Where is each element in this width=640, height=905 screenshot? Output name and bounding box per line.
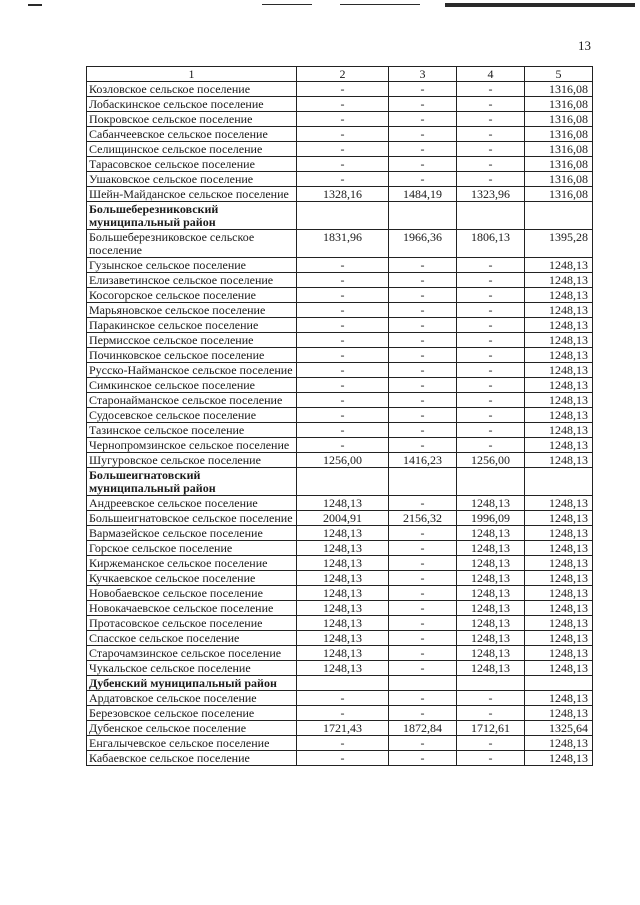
value-cell: 1248,13 bbox=[525, 393, 593, 408]
value-cell: 1256,00 bbox=[457, 453, 525, 468]
value-cell: - bbox=[297, 378, 389, 393]
value-cell: 1721,43 bbox=[297, 721, 389, 736]
value-cell: - bbox=[297, 157, 389, 172]
settlement-name-cell: Енгалычевское сельское поселение bbox=[87, 736, 297, 751]
value-cell: - bbox=[389, 706, 457, 721]
value-cell: - bbox=[297, 112, 389, 127]
value-cell: - bbox=[389, 616, 457, 631]
value-cell bbox=[389, 676, 457, 691]
settlement-name-cell: Сабанчеевское сельское поселение bbox=[87, 127, 297, 142]
table-row bbox=[87, 511, 593, 526]
settlement-name-cell: Елизаветинское сельское поселение bbox=[87, 273, 297, 288]
value-cell: 1256,00 bbox=[297, 453, 389, 468]
value-cell: - bbox=[297, 318, 389, 333]
value-cell: 1248,13 bbox=[457, 646, 525, 661]
value-cell: 1872,84 bbox=[389, 721, 457, 736]
value-cell: - bbox=[389, 157, 457, 172]
value-cell: 1248,13 bbox=[525, 333, 593, 348]
value-cell: - bbox=[389, 661, 457, 676]
value-cell: - bbox=[389, 526, 457, 541]
value-cell: 1316,08 bbox=[525, 112, 593, 127]
value-cell bbox=[525, 468, 593, 496]
settlement-name-cell: Починковское сельское поселение bbox=[87, 348, 297, 363]
settlement-name-cell: Березовское сельское поселение bbox=[87, 706, 297, 721]
settlement-name-cell: Марьяновское сельское поселение bbox=[87, 303, 297, 318]
settlement-name-cell: Дубенское сельское поселение bbox=[87, 721, 297, 736]
value-cell: - bbox=[297, 82, 389, 97]
value-cell: 1248,13 bbox=[525, 706, 593, 721]
table-row bbox=[87, 751, 593, 766]
value-cell bbox=[389, 202, 457, 230]
value-cell: - bbox=[297, 288, 389, 303]
value-cell: 1248,13 bbox=[525, 526, 593, 541]
value-cell: - bbox=[457, 157, 525, 172]
settlement-name-cell: Андреевское сельское поселение bbox=[87, 496, 297, 511]
settlement-name-cell: Чукальское сельское поселение bbox=[87, 661, 297, 676]
settlement-name-cell: Тазинское сельское поселение bbox=[87, 423, 297, 438]
table-row bbox=[87, 408, 593, 423]
value-cell: 1484,19 bbox=[389, 187, 457, 202]
value-cell: - bbox=[389, 736, 457, 751]
table-row bbox=[87, 112, 593, 127]
value-cell: - bbox=[389, 393, 457, 408]
value-cell: - bbox=[297, 736, 389, 751]
table-body bbox=[87, 67, 593, 766]
value-cell: - bbox=[389, 303, 457, 318]
value-cell bbox=[457, 468, 525, 496]
column-header: 5 bbox=[525, 67, 593, 82]
value-cell: - bbox=[457, 363, 525, 378]
district-row bbox=[87, 468, 593, 496]
value-cell: - bbox=[389, 288, 457, 303]
value-cell: - bbox=[457, 438, 525, 453]
value-cell: 1248,13 bbox=[297, 661, 389, 676]
value-cell: - bbox=[457, 318, 525, 333]
settlement-name-cell: Паракинское сельское поселение bbox=[87, 318, 297, 333]
value-cell: 1248,13 bbox=[457, 526, 525, 541]
settlement-name-cell: Дубенский муниципальный район bbox=[87, 676, 297, 691]
value-cell: - bbox=[457, 258, 525, 273]
table-row bbox=[87, 288, 593, 303]
value-cell: - bbox=[297, 706, 389, 721]
value-cell: 1316,08 bbox=[525, 127, 593, 142]
value-cell: - bbox=[457, 333, 525, 348]
value-cell: - bbox=[389, 556, 457, 571]
table-row bbox=[87, 526, 593, 541]
settlement-name-cell: Старочамзинское сельское поселение bbox=[87, 646, 297, 661]
value-cell: 1248,13 bbox=[297, 601, 389, 616]
value-cell bbox=[525, 676, 593, 691]
value-cell: 1248,13 bbox=[525, 601, 593, 616]
settlement-name-cell: Косогорское сельское поселение bbox=[87, 288, 297, 303]
settlement-name-cell: Пермисское сельское поселение bbox=[87, 333, 297, 348]
value-cell: - bbox=[297, 273, 389, 288]
value-cell: - bbox=[457, 303, 525, 318]
value-cell: - bbox=[389, 273, 457, 288]
settlement-name-cell: Старонайманское сельское поселение bbox=[87, 393, 297, 408]
value-cell: 1248,13 bbox=[525, 571, 593, 586]
settlement-name-cell: Симкинское сельское поселение bbox=[87, 378, 297, 393]
settlement-name-cell: Кабаевское сельское поселение bbox=[87, 751, 297, 766]
settlement-name-cell: Большеберезниковское сельское поселение bbox=[87, 230, 297, 258]
value-cell: - bbox=[297, 348, 389, 363]
value-cell: - bbox=[389, 751, 457, 766]
settlement-name-cell: Судосевское сельское поселение bbox=[87, 408, 297, 423]
table-row bbox=[87, 318, 593, 333]
value-cell: 1248,13 bbox=[297, 586, 389, 601]
settlement-name-cell: Вармазейское сельское поселение bbox=[87, 526, 297, 541]
value-cell: 1248,13 bbox=[525, 646, 593, 661]
table-row bbox=[87, 127, 593, 142]
value-cell: 1248,13 bbox=[525, 423, 593, 438]
value-cell: - bbox=[297, 691, 389, 706]
table-row bbox=[87, 496, 593, 511]
table-row bbox=[87, 363, 593, 378]
value-cell: 1248,13 bbox=[457, 586, 525, 601]
settlement-name-cell: Козловское сельское поселение bbox=[87, 82, 297, 97]
value-cell: 1248,13 bbox=[525, 751, 593, 766]
value-cell: 1248,13 bbox=[525, 363, 593, 378]
value-cell: - bbox=[457, 273, 525, 288]
table-row bbox=[87, 706, 593, 721]
value-cell: - bbox=[457, 393, 525, 408]
table-row bbox=[87, 661, 593, 676]
value-cell: 1248,13 bbox=[525, 438, 593, 453]
value-cell: - bbox=[389, 363, 457, 378]
table-row bbox=[87, 646, 593, 661]
district-row bbox=[87, 676, 593, 691]
value-cell: 1316,08 bbox=[525, 97, 593, 112]
scan-artifact bbox=[28, 4, 42, 6]
settlement-name-cell: Большеигнатовское сельское поселение bbox=[87, 511, 297, 526]
value-cell: - bbox=[389, 82, 457, 97]
settlement-name-cell: Протасовское сельское поселение bbox=[87, 616, 297, 631]
settlement-name-cell: Селищинское сельское поселение bbox=[87, 142, 297, 157]
value-cell: 2004,91 bbox=[297, 511, 389, 526]
value-cell: - bbox=[297, 303, 389, 318]
value-cell: 1248,13 bbox=[525, 736, 593, 751]
value-cell: 1248,13 bbox=[525, 661, 593, 676]
table-row bbox=[87, 601, 593, 616]
value-cell: 1248,13 bbox=[297, 526, 389, 541]
value-cell: - bbox=[389, 378, 457, 393]
settlement-name-cell: Новобаевское сельское поселение bbox=[87, 586, 297, 601]
value-cell: - bbox=[457, 127, 525, 142]
table-row bbox=[87, 721, 593, 736]
value-cell: 1248,13 bbox=[525, 348, 593, 363]
settlement-name-cell: Спасское сельское поселение bbox=[87, 631, 297, 646]
value-cell: - bbox=[457, 378, 525, 393]
settlement-name-cell: Ардатовское сельское поселение bbox=[87, 691, 297, 706]
value-cell: - bbox=[389, 541, 457, 556]
table-row bbox=[87, 541, 593, 556]
value-cell: 1248,13 bbox=[457, 616, 525, 631]
value-cell: - bbox=[457, 172, 525, 187]
value-cell: 1248,13 bbox=[525, 496, 593, 511]
settlement-name-cell: Русско-Найманское сельское поселение bbox=[87, 363, 297, 378]
value-cell bbox=[389, 468, 457, 496]
settlement-name-cell: Шейн-Майданское сельское поселение bbox=[87, 187, 297, 202]
value-cell: - bbox=[297, 438, 389, 453]
value-cell: 1248,13 bbox=[457, 556, 525, 571]
value-cell: - bbox=[389, 601, 457, 616]
value-cell bbox=[297, 468, 389, 496]
value-cell: - bbox=[389, 172, 457, 187]
value-cell: - bbox=[457, 736, 525, 751]
table-row bbox=[87, 438, 593, 453]
table-row bbox=[87, 157, 593, 172]
table-row bbox=[87, 348, 593, 363]
value-cell: - bbox=[389, 112, 457, 127]
column-header: 3 bbox=[389, 67, 457, 82]
value-cell: - bbox=[389, 333, 457, 348]
value-cell: - bbox=[389, 127, 457, 142]
table-row bbox=[87, 172, 593, 187]
value-cell: - bbox=[389, 258, 457, 273]
value-cell: - bbox=[457, 142, 525, 157]
value-cell: - bbox=[389, 318, 457, 333]
table-header-row bbox=[87, 67, 593, 82]
value-cell: 1248,13 bbox=[297, 541, 389, 556]
value-cell: - bbox=[457, 706, 525, 721]
settlement-name-cell: Чернопромзинское сельское поселение bbox=[87, 438, 297, 453]
value-cell: - bbox=[457, 348, 525, 363]
value-cell: 1248,13 bbox=[525, 453, 593, 468]
table-row bbox=[87, 303, 593, 318]
value-cell: 1966,36 bbox=[389, 230, 457, 258]
value-cell: 1395,28 bbox=[525, 230, 593, 258]
value-cell: - bbox=[297, 258, 389, 273]
value-cell: 1248,13 bbox=[457, 541, 525, 556]
value-cell: - bbox=[457, 288, 525, 303]
scan-artifact bbox=[445, 3, 635, 7]
table-row bbox=[87, 258, 593, 273]
page-number: 13 bbox=[578, 38, 591, 53]
value-cell: - bbox=[457, 408, 525, 423]
scan-artifact bbox=[262, 4, 312, 5]
settlement-name-cell: Шугуровское сельское поселение bbox=[87, 453, 297, 468]
table-row bbox=[87, 142, 593, 157]
value-cell: - bbox=[297, 142, 389, 157]
value-cell: - bbox=[389, 142, 457, 157]
value-cell: 1712,61 bbox=[457, 721, 525, 736]
value-cell: 1248,13 bbox=[525, 556, 593, 571]
value-cell: 1248,13 bbox=[525, 288, 593, 303]
value-cell: 1831,96 bbox=[297, 230, 389, 258]
value-cell: - bbox=[389, 496, 457, 511]
table-row bbox=[87, 453, 593, 468]
value-cell: 1416,23 bbox=[389, 453, 457, 468]
value-cell: - bbox=[389, 586, 457, 601]
scan-artifact bbox=[340, 4, 420, 5]
table-row bbox=[87, 333, 593, 348]
value-cell: - bbox=[297, 127, 389, 142]
settlement-name-cell: Лобаскинское сельское поселение bbox=[87, 97, 297, 112]
value-cell: 1248,13 bbox=[525, 408, 593, 423]
value-cell: 1316,08 bbox=[525, 172, 593, 187]
value-cell: - bbox=[297, 393, 389, 408]
table-row bbox=[87, 691, 593, 706]
value-cell bbox=[297, 202, 389, 230]
value-cell: 1248,13 bbox=[525, 631, 593, 646]
value-cell: 1323,96 bbox=[457, 187, 525, 202]
value-cell: 1248,13 bbox=[525, 378, 593, 393]
district-row bbox=[87, 202, 593, 230]
table-row bbox=[87, 230, 593, 258]
value-cell: - bbox=[389, 348, 457, 363]
value-cell: 1248,13 bbox=[457, 631, 525, 646]
settlement-name-cell: Горское сельское поселение bbox=[87, 541, 297, 556]
table-row bbox=[87, 586, 593, 601]
value-cell bbox=[525, 202, 593, 230]
value-cell: 1316,08 bbox=[525, 142, 593, 157]
value-cell: 1996,09 bbox=[457, 511, 525, 526]
value-cell: - bbox=[389, 408, 457, 423]
value-cell: - bbox=[297, 172, 389, 187]
value-cell: - bbox=[389, 571, 457, 586]
table-row bbox=[87, 571, 593, 586]
value-cell: 1248,13 bbox=[525, 691, 593, 706]
value-cell: 1248,13 bbox=[297, 616, 389, 631]
value-cell: 1248,13 bbox=[525, 511, 593, 526]
value-cell: 1248,13 bbox=[525, 273, 593, 288]
value-cell: 1325,64 bbox=[525, 721, 593, 736]
settlement-name-cell: Большеберезниковский муниципальный район bbox=[87, 202, 297, 230]
column-header: 4 bbox=[457, 67, 525, 82]
value-cell: - bbox=[389, 646, 457, 661]
value-cell: - bbox=[297, 97, 389, 112]
value-cell: - bbox=[457, 423, 525, 438]
value-cell: - bbox=[297, 751, 389, 766]
table-row bbox=[87, 82, 593, 97]
column-header: 2 bbox=[297, 67, 389, 82]
value-cell: 1248,13 bbox=[297, 496, 389, 511]
settlement-name-cell: Новокачаевское сельское поселение bbox=[87, 601, 297, 616]
value-cell: 2156,32 bbox=[389, 511, 457, 526]
table-row bbox=[87, 616, 593, 631]
column-header: 1 bbox=[87, 67, 297, 82]
value-cell: 1248,13 bbox=[297, 571, 389, 586]
value-cell: - bbox=[297, 423, 389, 438]
value-cell: - bbox=[389, 97, 457, 112]
settlement-name-cell: Гузынское сельское поселение bbox=[87, 258, 297, 273]
value-cell: 1248,13 bbox=[457, 661, 525, 676]
value-cell: - bbox=[389, 438, 457, 453]
table-row bbox=[87, 393, 593, 408]
value-cell: 1806,13 bbox=[457, 230, 525, 258]
value-cell: 1248,13 bbox=[457, 496, 525, 511]
value-cell: 1248,13 bbox=[525, 318, 593, 333]
value-cell bbox=[297, 676, 389, 691]
value-cell: 1248,13 bbox=[297, 556, 389, 571]
settlement-name-cell: Тарасовское сельское поселение bbox=[87, 157, 297, 172]
value-cell bbox=[457, 676, 525, 691]
value-cell: 1248,13 bbox=[525, 586, 593, 601]
data-table bbox=[86, 66, 593, 766]
value-cell: - bbox=[457, 112, 525, 127]
value-cell: 1316,08 bbox=[525, 82, 593, 97]
value-cell: 1248,13 bbox=[297, 631, 389, 646]
value-cell bbox=[457, 202, 525, 230]
table-row bbox=[87, 631, 593, 646]
settlement-name-cell: Кучкаевское сельское поселение bbox=[87, 571, 297, 586]
table-row bbox=[87, 736, 593, 751]
settlement-name-cell: Покровское сельское поселение bbox=[87, 112, 297, 127]
value-cell: - bbox=[457, 82, 525, 97]
value-cell: - bbox=[457, 97, 525, 112]
value-cell: - bbox=[297, 363, 389, 378]
value-cell: 1248,13 bbox=[525, 303, 593, 318]
table-row bbox=[87, 423, 593, 438]
value-cell: - bbox=[457, 691, 525, 706]
table-row bbox=[87, 273, 593, 288]
value-cell: 1248,13 bbox=[457, 571, 525, 586]
value-cell: - bbox=[297, 408, 389, 423]
value-cell: 1248,13 bbox=[297, 646, 389, 661]
value-cell: - bbox=[389, 691, 457, 706]
table-row bbox=[87, 378, 593, 393]
table-row bbox=[87, 97, 593, 112]
settlement-name-cell: Большеигнатовский муниципальный район bbox=[87, 468, 297, 496]
table-row bbox=[87, 556, 593, 571]
value-cell: 1248,13 bbox=[525, 616, 593, 631]
value-cell: - bbox=[389, 631, 457, 646]
value-cell: - bbox=[457, 751, 525, 766]
value-cell: 1316,08 bbox=[525, 187, 593, 202]
value-cell: 1248,13 bbox=[525, 541, 593, 556]
value-cell: - bbox=[389, 423, 457, 438]
table-row bbox=[87, 187, 593, 202]
value-cell: 1316,08 bbox=[525, 157, 593, 172]
value-cell: 1328,16 bbox=[297, 187, 389, 202]
settlement-name-cell: Ушаковское сельское поселение bbox=[87, 172, 297, 187]
value-cell: 1248,13 bbox=[525, 258, 593, 273]
value-cell: 1248,13 bbox=[457, 601, 525, 616]
settlement-name-cell: Киржеманское сельское поселение bbox=[87, 556, 297, 571]
value-cell: - bbox=[297, 333, 389, 348]
